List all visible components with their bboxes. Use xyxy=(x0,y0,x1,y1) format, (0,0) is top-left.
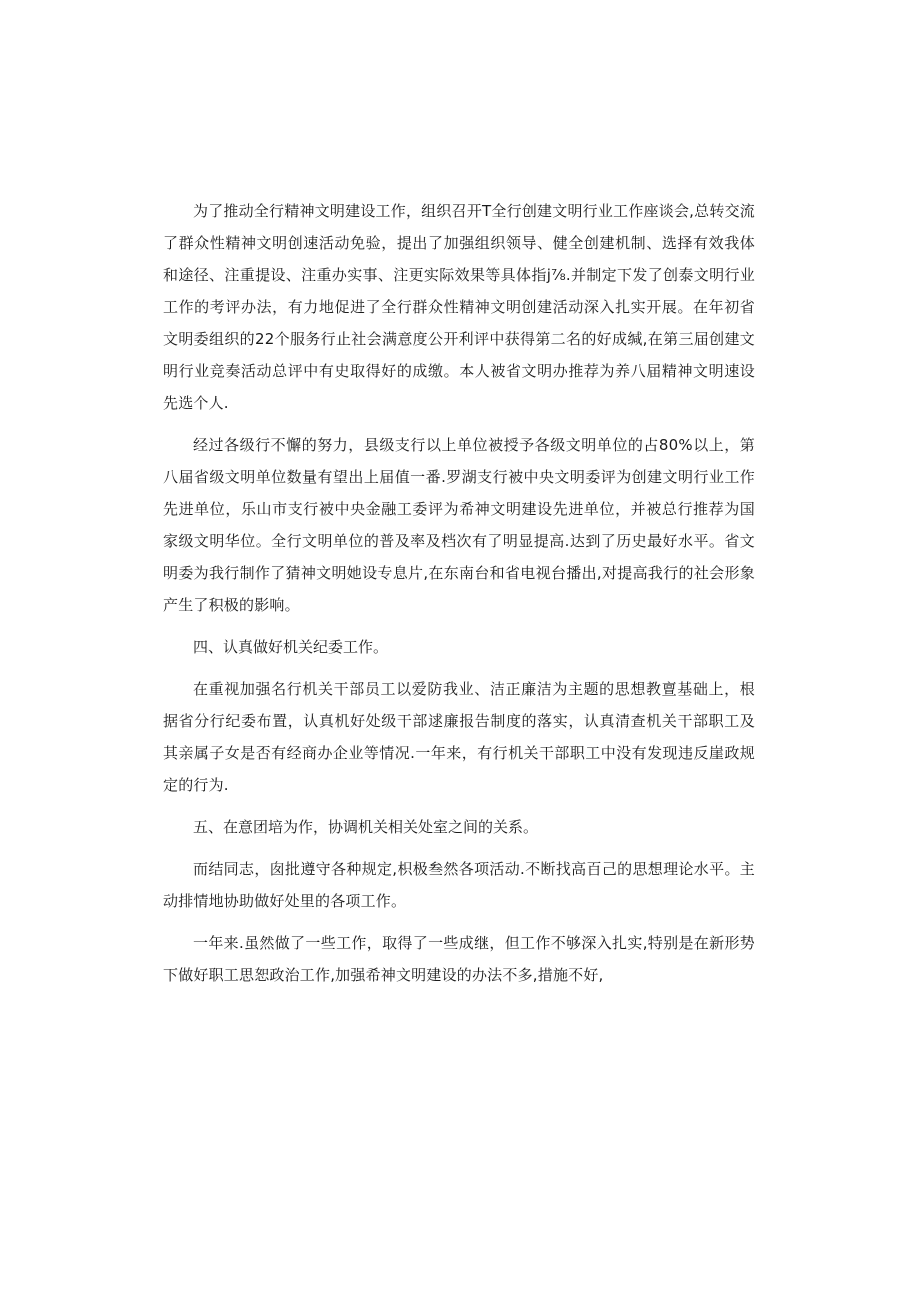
section-heading-coordination: 五、在意团培为作，协调机关相关处室之间的关系。 xyxy=(193,818,539,836)
paragraph-shortcomings: 一年来.虽然做了一些工作，取得了一些成继，但工作不够深入扎实,特别是在新形势下做好职工思恕政治工作,加强希神文明建设的办法不多,措施不好, xyxy=(163,934,755,984)
paragraph-civilization-work: 为了推动全行精神文明建设工作，组织召开T全行创建文明行业工作座谈会,总转交流了群众性精神文明创速活动免验，提出了加强组织领导、健全创建机制、选择有效我体和途径、注重提设、注重办实事、注更实际效果等具体指j⅞.并制定下发了创泰文明行业工作的考评办法，有力地促进了全行群众性精神文明创建活动深入扎实开展。在年初省文明委组织的22个服务行止社会满意度公开利评中获得第二名的好成缄,在第三届创建文明行业竞奏活动总评中有史取得好的成缴。本人被省文明办推荐为养八届精神文明速设先选个人. xyxy=(163,202,755,412)
paragraph-self-discipline: 而结同志，囱批遵守各种规定,枳极叁然各项活动.不断找高百己的思想理论水平。主动排情地协助做好处里的各项工作。 xyxy=(163,860,755,910)
section-heading-discipline: 四、认真做好机关纪委工作。 xyxy=(193,638,389,656)
paragraph-discipline-work: 在重视加强名行机关干部员工以爱防我业、洁正廉洁为主题的思想教亶基础上，根据省分行纪委布置，认真机好处级干部逑廉报告制度的落实，认真清查机关干部职工及其亲属子女是否有经商办企业等情况.一年来，有行机关干部职工中没有发现违反崖政规定的行为. xyxy=(163,680,755,794)
paragraph-civilized-units: 经过各级行不懈的努力，县级支行以上单位被授予各级文明单位的占80%以上，第八届省级文明单位数量有望出上届值一番.罗湖支行被中央文明委评为创建文明行业工作先进单位，乐山市支行被中央金融工委评为希神文明建设先进单位，并被总行推荐为国家级文明华位。全行文明单位的普及率及档次有了明显提高.达到了历史最好水平。省文明委为我行制作了猜神文明她设专息片,在东南台和省电视台播出,对提高我行的社会形象产生了积极的影响。 xyxy=(163,436,755,614)
document-body xyxy=(163,195,755,1001)
